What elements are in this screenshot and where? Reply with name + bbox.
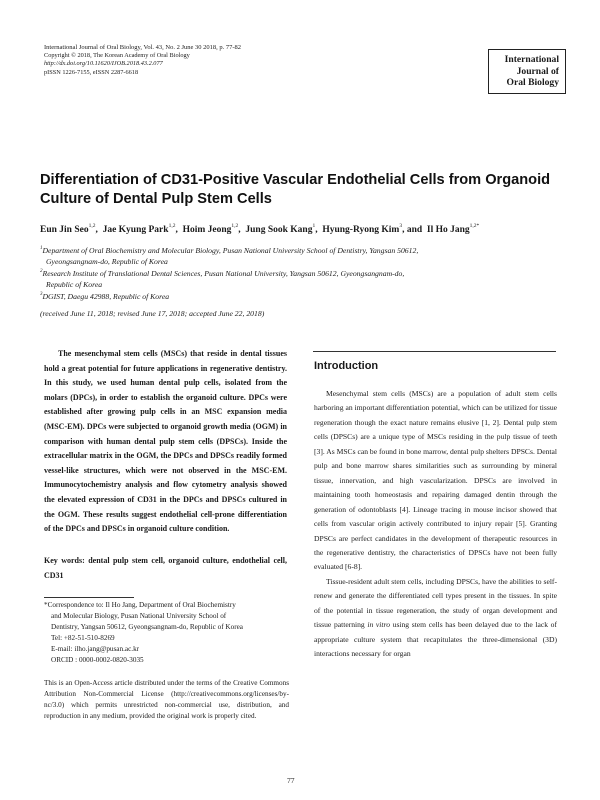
author-name: Eun Jin Seo	[40, 225, 89, 235]
keywords: Key words: dental pulp stem cell, organoid culture, endothelial cell, CD31	[44, 556, 287, 580]
journal-name-box	[488, 49, 566, 94]
introduction-paragraph: Tissue-resident adult stem cells, including DPSCs, have the abilities to self-renew and generate the differentiated cell types present in the tissues. In spite of the potential in tissue regeneration, the study of organ development and tissue patterning in vitro using stem cells has been delayed due to the lack of appropriate culture system that recapitulates the three-dimensional (3D) interactions necessary for organ	[314, 576, 557, 659]
correspondence-line: Dentistry, Yangsan 50612, Gyeongsangnam-do, Republic of Korea	[51, 622, 243, 631]
author-affiliation-mark: 1,2	[168, 223, 176, 229]
footnote-divider	[44, 597, 134, 598]
correspondence-line: and Molecular Biology, Pusan National University School of	[51, 611, 227, 620]
journal-name-line: Journal of	[516, 65, 559, 77]
copyright-line: Copyright © 2018, The Korean Academy of Oral Biology	[44, 52, 190, 60]
issn-line: pISSN 1226-7155, eISSN 2287-6618	[44, 68, 139, 76]
journal-citation-block	[44, 44, 241, 77]
journal-volume-line: International Journal of Oral Biology, Vol. 43, No. 2 June 30 2018, p. 77-82	[44, 44, 242, 51]
affiliation-item: $^1$Department of Oral Biochemistry and Molecular Biology, Pusan National University School of Dentistry, Yangsan 50612, Gyeongsangnam-do, Republic of Korea	[40, 246, 419, 266]
author-list: Eun Jin Seo$^{1,2}$, Jae Kyung Park$^{1,2}$, Hoim Jeong$^{1,2}$, Jung Sook Kang$^1$, Hyung-Ryong Kim$^3$, and Il Ho Jang$^{1,2*}$	[40, 223, 480, 235]
article-title: Differentiation of CD31-Positive Vascular Endothelial Cells from Organoid Culture of Dental Pulp Stem Cells	[40, 172, 551, 207]
author-affiliation-mark: 1,2	[88, 223, 96, 229]
author-affiliation-mark: 1,2*	[469, 223, 480, 229]
author-name: Jae Kyung Park	[102, 225, 169, 235]
license-notice: This is an Open-Access article distributed under the terms of the Creative Commons Attribution Non-Commercial License (http://creativecommons.org/licenses/by-nc/3.0) which permits unrestricted non-commercial use, distribution, and reproduction in any medium, provided the original work is properly cited.	[44, 679, 289, 720]
abstract-text: The mesenchymal stem cells (MSCs) that reside in dental tissues hold a great potential for future applications in regenerative dentistry. In this study, we used human dental pulp cells, isolated from the molars (DPCs), in order to establish the organoid culture. DPCs were established after growing pulp cells in an MSC expansion media (MSC-EM). DPCs were subjected to organoid growth media (OGM) in comparison with human dental pulp stem cells (DPSCs). Inside the extracellular matrix in the OGM, the DPCs and DPSCs readily formed vessel-like structures, which were not observed in the MSC-EM. Immunocytochemistry analysis and flow cytometry analysis showed the elevated expression of CD31 in the DPCs and DPSCs cultured in the OGM. These results suggest endothelial cell-prone differentiation of the DPCs and DPSCs in organoid culture condition.	[44, 349, 287, 534]
journal-name-line: Oral Biology	[506, 77, 559, 88]
introduction-paragraph: Mesenchymal stem cells (MSCs) are a population of adult stem cells harboring an important differentiation potential, which can be utilized for tissue regeneration though the exact nature remains elusive [1, 2]. Dental pulp stem cells (DPSCs) are a unique type of MSCs residing in the pulp tissue of teeth [3]. As MSCs can be found in bone marrow, dental pulp shelters DPSCs. Dental pulp and bone marrow shares similarities such as surrounding by mineral tissue, innervation, and high vascularization. DPSCs are involved in maintaining tooth homeostasis and repairing damaged dentin through the generation of odontoblasts [4]. Lineage tracing in mouse incisor showed that cells from vascular origin actively contributed to injury repair [5]. Granting DPSCs are perfect candidates in the development of therapeutic resources in the regenerative dentistry, the characteristics of DPSCs have not been fully evaluated [6-8].	[314, 389, 557, 572]
introduction-body	[314, 387, 557, 662]
author-name: Il Ho Jang	[426, 225, 470, 235]
correspondence-line: *Correspondence to: Il Ho Jang, Department of Oral Biochemistry	[44, 601, 236, 609]
author-affiliation-mark: 3	[399, 223, 403, 229]
author-affiliation-mark: 1,2	[231, 223, 239, 229]
correspondence-footnote	[44, 600, 289, 665]
correspondence-orcid: ORCID : 0000-0002-0820-3035	[51, 655, 144, 664]
introduction-heading: Introduction	[314, 360, 379, 372]
correspondence-email[interactable]: E-mail: ilho.jang@pusan.ac.kr	[51, 644, 140, 653]
affiliation-item: $^2$Research Institute of Translational Dental Sciences, Pusan National University, Yangsan 50612, Gyeongsangnam-do, Republic of Korea	[40, 269, 405, 289]
submission-dates: (received June 11, 2018; revised June 17, 2018; accepted June 22, 2018)	[40, 309, 265, 318]
author-name: Hyung-Ryong Kim	[322, 225, 400, 235]
affiliation-item: $^3$DGIST, Daegu 42988, Republic of Korea	[40, 292, 170, 301]
author-name: Hoim Jeong	[182, 225, 232, 235]
affiliation-list	[40, 244, 570, 303]
section-divider	[313, 351, 556, 352]
correspondence-phone: Tel: +82-51-510-8269	[51, 633, 115, 642]
author-affiliation-mark: 1	[312, 223, 316, 229]
journal-name-line: International	[504, 54, 559, 65]
doi-link[interactable]: http://dx.doi.org/10.11620/IJOB.2018.43.2.077	[44, 60, 163, 68]
author-name: Jung Sook Kang	[245, 225, 313, 235]
page-number: 77	[287, 776, 295, 785]
